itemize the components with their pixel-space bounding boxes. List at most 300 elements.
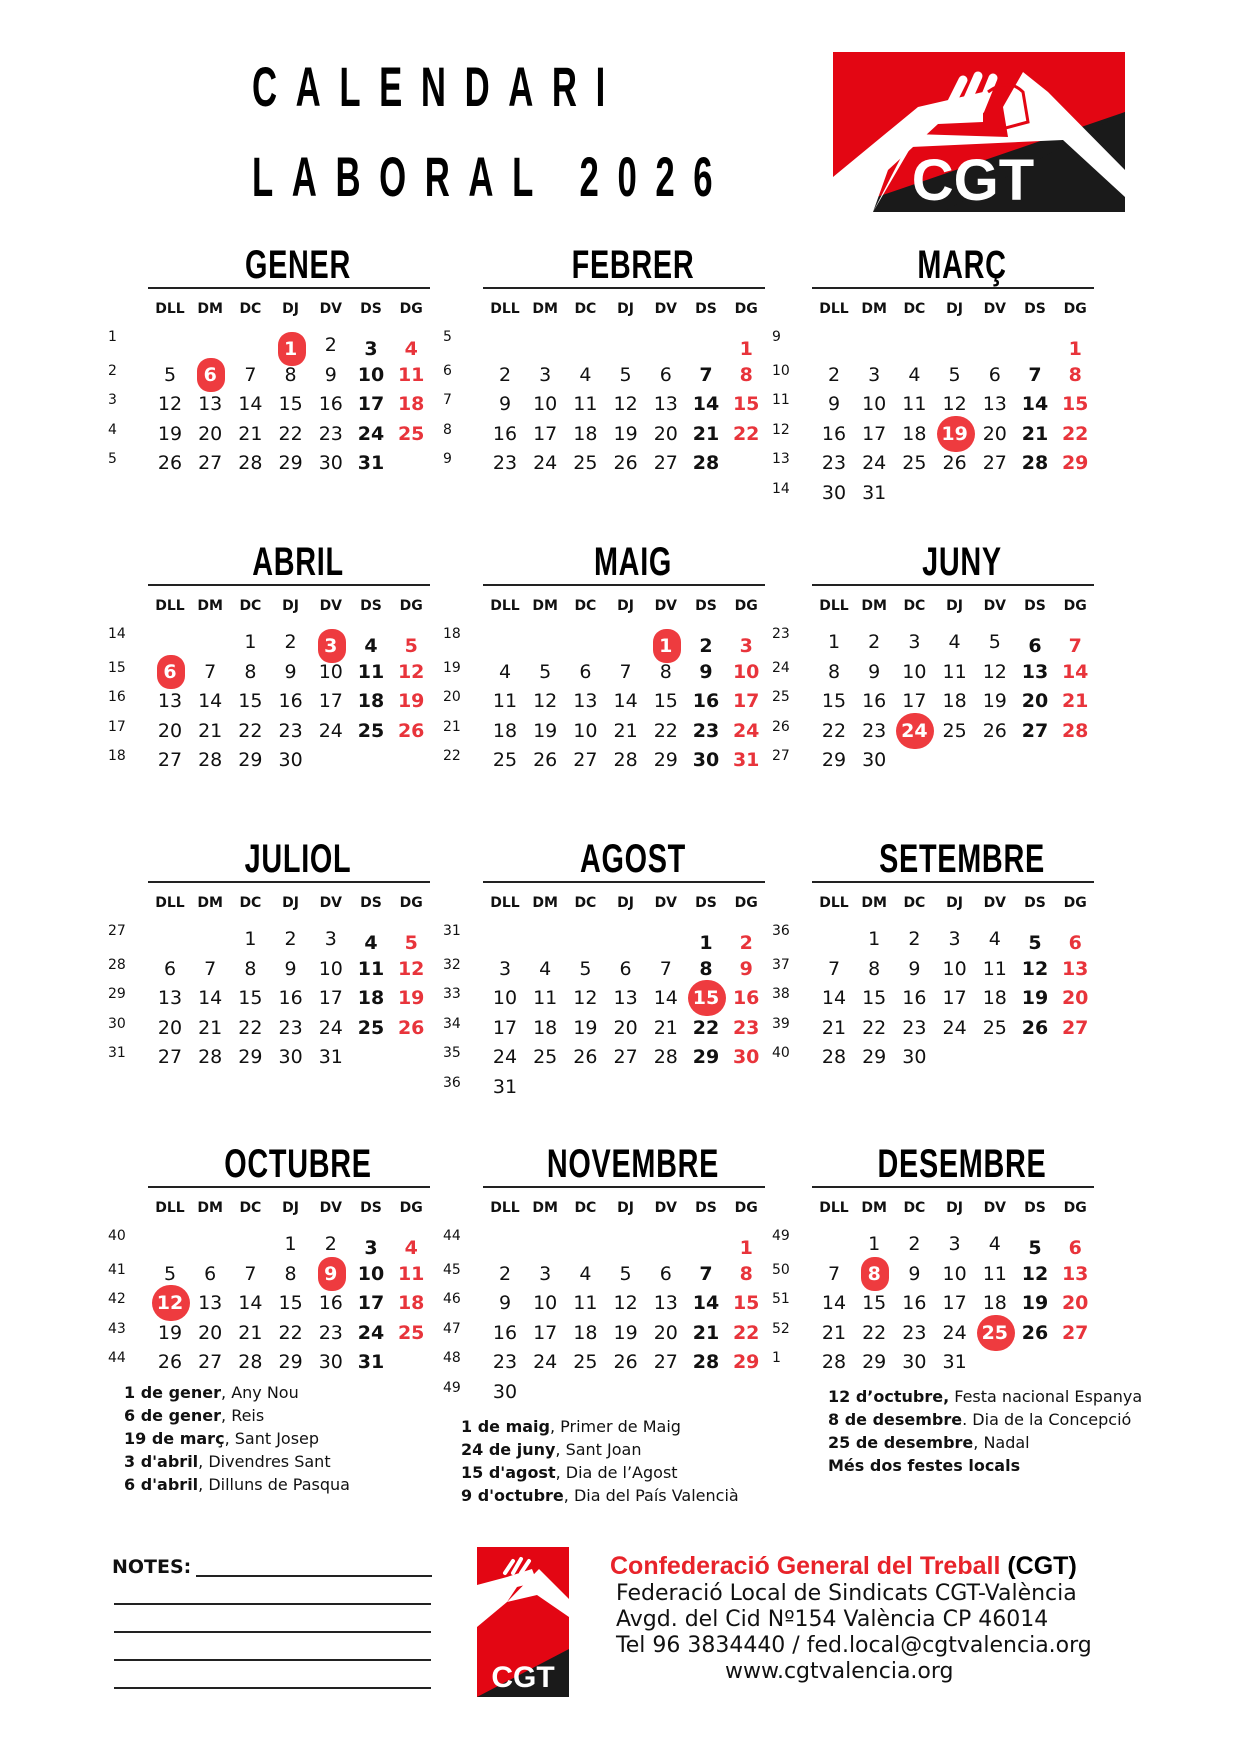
day-cell[interactable]: 15 <box>653 690 678 712</box>
day-cell[interactable]: 5 <box>988 631 1001 653</box>
day-cell[interactable]: 23 <box>492 1351 518 1373</box>
day-cell[interactable]: 31 <box>732 749 760 771</box>
day-cell[interactable]: 12 <box>613 393 638 415</box>
holiday-day-cell[interactable]: 15 <box>686 984 726 1012</box>
day-cell[interactable]: 3 <box>539 1262 552 1285</box>
day-cell[interactable]: 19 <box>157 422 183 445</box>
day-cell[interactable]: 24 <box>533 1351 558 1373</box>
day-cell[interactable]: 23 <box>278 719 303 742</box>
day-cell[interactable]: 1 <box>827 631 841 653</box>
day-cell[interactable]: 10 <box>862 393 887 415</box>
day-cell[interactable]: 4 <box>539 957 552 980</box>
day-cell[interactable]: 16 <box>862 690 887 712</box>
day-cell[interactable]: 7 <box>1068 635 1082 657</box>
day-cell[interactable]: 13 <box>982 393 1007 415</box>
day-cell[interactable]: 22 <box>821 719 847 742</box>
day-cell[interactable]: 19 <box>533 719 558 742</box>
day-cell[interactable]: 16 <box>902 1292 927 1314</box>
day-cell[interactable]: 7 <box>244 363 257 386</box>
day-cell[interactable]: 4 <box>908 363 921 386</box>
day-cell[interactable]: 8 <box>244 660 257 683</box>
day-cell[interactable]: 11 <box>492 690 518 712</box>
day-cell[interactable]: 27 <box>982 452 1007 474</box>
day-cell[interactable]: 3 <box>948 928 961 950</box>
day-cell[interactable]: 13 <box>573 690 598 712</box>
day-cell[interactable]: 27 <box>1021 719 1049 742</box>
day-cell[interactable]: 17 <box>942 987 967 1009</box>
day-cell[interactable]: 13 <box>1061 1262 1089 1285</box>
day-cell[interactable]: 9 <box>498 1292 512 1314</box>
day-cell[interactable]: 2 <box>324 334 337 356</box>
day-cell[interactable]: 18 <box>902 422 927 445</box>
day-cell[interactable]: 6 <box>659 1262 672 1285</box>
day-cell[interactable]: 7 <box>699 1262 713 1285</box>
day-cell[interactable]: 12 <box>982 660 1007 683</box>
day-cell[interactable]: 31 <box>862 481 887 504</box>
day-cell[interactable]: 25 <box>397 422 425 445</box>
day-cell[interactable]: 29 <box>821 749 847 771</box>
day-cell[interactable]: 20 <box>982 422 1007 445</box>
day-cell[interactable]: 19 <box>613 1321 638 1344</box>
day-cell[interactable]: 14 <box>238 1292 263 1314</box>
day-cell[interactable]: 27 <box>198 452 223 474</box>
day-cell[interactable]: 28 <box>1021 452 1049 474</box>
org-website-link[interactable]: www.cgtvalencia.org <box>725 1659 954 1684</box>
day-cell[interactable]: 5 <box>163 1262 177 1285</box>
day-cell[interactable]: 17 <box>533 1321 558 1344</box>
day-cell[interactable]: 27 <box>653 452 678 474</box>
day-cell[interactable]: 12 <box>942 393 967 415</box>
day-cell[interactable]: 14 <box>613 690 638 712</box>
day-cell[interactable]: 21 <box>1021 422 1049 445</box>
day-cell[interactable]: 30 <box>862 749 887 771</box>
day-cell[interactable]: 4 <box>988 928 1001 950</box>
day-cell[interactable]: 15 <box>278 393 303 415</box>
day-cell[interactable]: 22 <box>692 1016 720 1039</box>
day-cell[interactable]: 4 <box>498 660 512 683</box>
day-cell[interactable]: 16 <box>492 422 518 445</box>
day-cell[interactable]: 27 <box>653 1351 678 1373</box>
day-cell[interactable]: 1 <box>739 1237 753 1259</box>
day-cell[interactable]: 16 <box>278 690 303 712</box>
day-cell[interactable]: 20 <box>198 422 223 445</box>
day-cell[interactable]: 4 <box>404 1237 418 1259</box>
day-cell[interactable]: 20 <box>653 422 678 445</box>
holiday-day-cell[interactable]: 1 <box>646 632 686 660</box>
day-cell[interactable]: 5 <box>1028 932 1042 954</box>
day-cell[interactable]: 12 <box>1021 957 1049 980</box>
day-cell[interactable]: 6 <box>163 957 177 980</box>
day-cell[interactable]: 23 <box>732 1016 760 1039</box>
day-cell[interactable]: 31 <box>318 1046 343 1068</box>
day-cell[interactable]: 26 <box>157 1351 183 1373</box>
day-cell[interactable]: 4 <box>579 1262 592 1285</box>
holiday-day-cell[interactable]: 6 <box>150 658 190 686</box>
day-cell[interactable]: 11 <box>357 660 385 683</box>
day-cell[interactable]: 8 <box>739 363 753 386</box>
day-cell[interactable]: 10 <box>942 957 967 980</box>
day-cell[interactable]: 17 <box>318 987 343 1009</box>
day-cell[interactable]: 30 <box>692 749 720 771</box>
day-cell[interactable]: 24 <box>862 452 887 474</box>
day-cell[interactable]: 3 <box>364 338 378 360</box>
day-cell[interactable]: 20 <box>198 1321 223 1344</box>
day-cell[interactable]: 4 <box>364 635 378 657</box>
day-cell[interactable]: 22 <box>278 1321 303 1344</box>
day-cell[interactable]: 1 <box>868 1233 881 1255</box>
day-cell[interactable]: 26 <box>982 719 1007 742</box>
day-cell[interactable]: 16 <box>821 422 847 445</box>
day-cell[interactable]: 11 <box>397 1262 425 1285</box>
day-cell[interactable]: 6 <box>1068 932 1082 954</box>
day-cell[interactable]: 18 <box>982 1292 1007 1314</box>
day-cell[interactable]: 27 <box>198 1351 223 1373</box>
day-cell[interactable]: 11 <box>397 363 425 386</box>
day-cell[interactable]: 21 <box>821 1321 847 1344</box>
day-cell[interactable]: 24 <box>942 1016 967 1039</box>
day-cell[interactable]: 9 <box>827 393 841 415</box>
day-cell[interactable]: 7 <box>244 1262 257 1285</box>
day-cell[interactable]: 24 <box>357 1321 385 1344</box>
day-cell[interactable]: 17 <box>862 422 887 445</box>
day-cell[interactable]: 10 <box>533 393 558 415</box>
day-cell[interactable]: 4 <box>988 1233 1001 1255</box>
day-cell[interactable]: 30 <box>318 452 343 474</box>
day-cell[interactable]: 8 <box>868 957 881 980</box>
day-cell[interactable]: 30 <box>902 1046 927 1068</box>
day-cell[interactable]: 11 <box>357 957 385 980</box>
day-cell[interactable]: 17 <box>357 393 385 415</box>
day-cell[interactable]: 3 <box>498 957 512 980</box>
day-cell[interactable]: 26 <box>157 452 183 474</box>
day-cell[interactable]: 16 <box>492 1321 518 1344</box>
day-cell[interactable]: 29 <box>238 749 263 771</box>
day-cell[interactable]: 24 <box>357 422 385 445</box>
day-cell[interactable]: 5 <box>619 1262 632 1285</box>
day-cell[interactable]: 26 <box>1021 1321 1049 1344</box>
day-cell[interactable]: 23 <box>862 719 887 742</box>
day-cell[interactable]: 2 <box>498 1262 512 1285</box>
day-cell[interactable]: 23 <box>318 1321 343 1344</box>
day-cell[interactable]: 20 <box>157 719 183 742</box>
day-cell[interactable]: 10 <box>533 1292 558 1314</box>
day-cell[interactable]: 21 <box>821 1016 847 1039</box>
holiday-day-cell[interactable]: 25 <box>975 1319 1015 1347</box>
day-cell[interactable]: 5 <box>619 363 632 386</box>
day-cell[interactable]: 19 <box>397 690 425 712</box>
day-cell[interactable]: 19 <box>982 690 1007 712</box>
day-cell[interactable]: 19 <box>1021 1292 1049 1314</box>
holiday-day-cell[interactable]: 19 <box>935 420 975 448</box>
day-cell[interactable]: 26 <box>573 1046 598 1068</box>
day-cell[interactable]: 4 <box>579 363 592 386</box>
day-cell[interactable]: 16 <box>318 1292 343 1314</box>
day-cell[interactable]: 21 <box>653 1016 678 1039</box>
day-cell[interactable]: 3 <box>948 1233 961 1255</box>
day-cell[interactable]: 31 <box>357 1351 385 1373</box>
day-cell[interactable]: 23 <box>902 1016 927 1039</box>
day-cell[interactable]: 15 <box>732 1292 760 1314</box>
day-cell[interactable]: 3 <box>364 1237 378 1259</box>
day-cell[interactable]: 9 <box>699 660 713 683</box>
day-cell[interactable]: 4 <box>364 932 378 954</box>
day-cell[interactable]: 5 <box>539 660 552 683</box>
day-cell[interactable]: 14 <box>1021 393 1049 415</box>
day-cell[interactable]: 2 <box>739 932 753 954</box>
day-cell[interactable]: 10 <box>357 363 385 386</box>
day-cell[interactable]: 17 <box>492 1016 518 1039</box>
day-cell[interactable]: 28 <box>821 1351 847 1373</box>
day-cell[interactable]: 6 <box>619 957 632 980</box>
day-cell[interactable]: 15 <box>1061 393 1089 415</box>
day-cell[interactable]: 27 <box>613 1046 638 1068</box>
day-cell[interactable]: 17 <box>318 690 343 712</box>
day-cell[interactable]: 11 <box>573 393 598 415</box>
day-cell[interactable]: 29 <box>1061 452 1089 474</box>
day-cell[interactable]: 13 <box>157 690 183 712</box>
day-cell[interactable]: 9 <box>498 393 512 415</box>
day-cell[interactable]: 12 <box>397 660 425 683</box>
day-cell[interactable]: 26 <box>533 749 558 771</box>
day-cell[interactable]: 3 <box>539 363 552 386</box>
day-cell[interactable]: 12 <box>397 957 425 980</box>
day-cell[interactable]: 29 <box>653 749 678 771</box>
day-cell[interactable]: 17 <box>533 422 558 445</box>
day-cell[interactable]: 28 <box>238 452 263 474</box>
day-cell[interactable]: 23 <box>278 1016 303 1039</box>
day-cell[interactable]: 7 <box>204 660 217 683</box>
day-cell[interactable]: 15 <box>238 690 263 712</box>
day-cell[interactable]: 16 <box>692 690 720 712</box>
holiday-day-cell[interactable]: 24 <box>894 717 934 745</box>
day-cell[interactable]: 13 <box>653 1292 678 1314</box>
day-cell[interactable]: 28 <box>238 1351 263 1373</box>
day-cell[interactable]: 10 <box>573 719 598 742</box>
day-cell[interactable]: 9 <box>868 660 881 683</box>
day-cell[interactable]: 28 <box>198 1046 223 1068</box>
day-cell[interactable]: 5 <box>579 957 592 980</box>
day-cell[interactable]: 8 <box>659 660 672 683</box>
day-cell[interactable]: 2 <box>498 363 512 386</box>
day-cell[interactable]: 30 <box>492 1380 518 1403</box>
day-cell[interactable]: 29 <box>238 1046 263 1068</box>
day-cell[interactable]: 25 <box>397 1321 425 1344</box>
day-cell[interactable]: 1 <box>739 338 753 360</box>
day-cell[interactable]: 25 <box>357 719 385 742</box>
day-cell[interactable]: 18 <box>573 422 598 445</box>
day-cell[interactable]: 9 <box>284 957 297 980</box>
day-cell[interactable]: 18 <box>942 690 967 712</box>
day-cell[interactable]: 1 <box>244 928 257 950</box>
day-cell[interactable]: 28 <box>613 749 638 771</box>
day-cell[interactable]: 22 <box>653 719 678 742</box>
day-cell[interactable]: 17 <box>357 1292 385 1314</box>
day-cell[interactable]: 15 <box>862 987 887 1009</box>
day-cell[interactable]: 29 <box>692 1046 720 1068</box>
day-cell[interactable]: 9 <box>908 957 921 980</box>
day-cell[interactable]: 14 <box>653 987 678 1009</box>
day-cell[interactable]: 23 <box>692 719 720 742</box>
day-cell[interactable]: 2 <box>868 631 881 653</box>
day-cell[interactable]: 2 <box>284 631 297 653</box>
day-cell[interactable]: 3 <box>908 631 921 653</box>
day-cell[interactable]: 12 <box>573 987 598 1009</box>
day-cell[interactable]: 11 <box>573 1292 598 1314</box>
day-cell[interactable]: 4 <box>948 631 961 653</box>
day-cell[interactable]: 9 <box>739 957 753 980</box>
day-cell[interactable]: 10 <box>732 660 760 683</box>
day-cell[interactable]: 3 <box>739 635 753 657</box>
day-cell[interactable]: 14 <box>821 987 847 1009</box>
day-cell[interactable]: 1 <box>868 928 881 950</box>
day-cell[interactable]: 24 <box>942 1321 967 1344</box>
day-cell[interactable]: 25 <box>902 452 927 474</box>
day-cell[interactable]: 17 <box>942 1292 967 1314</box>
day-cell[interactable]: 6 <box>1068 1237 1082 1259</box>
day-cell[interactable]: 7 <box>1028 363 1042 386</box>
day-cell[interactable]: 15 <box>821 690 847 712</box>
day-cell[interactable]: 9 <box>284 660 297 683</box>
day-cell[interactable]: 15 <box>862 1292 887 1314</box>
day-cell[interactable]: 22 <box>732 1321 760 1344</box>
day-cell[interactable]: 16 <box>318 393 343 415</box>
notes-line[interactable] <box>114 1631 431 1633</box>
day-cell[interactable]: 14 <box>692 393 720 415</box>
day-cell[interactable]: 1 <box>244 631 257 653</box>
day-cell[interactable]: 21 <box>613 719 638 742</box>
day-cell[interactable]: 29 <box>862 1046 887 1068</box>
day-cell[interactable]: 22 <box>1061 422 1089 445</box>
day-cell[interactable]: 29 <box>732 1351 760 1373</box>
day-cell[interactable]: 29 <box>278 452 303 474</box>
day-cell[interactable]: 27 <box>157 749 183 771</box>
day-cell[interactable]: 10 <box>942 1262 967 1285</box>
day-cell[interactable]: 23 <box>821 452 847 474</box>
holiday-day-cell[interactable]: 12 <box>150 1289 190 1317</box>
day-cell[interactable]: 19 <box>157 1321 183 1344</box>
day-cell[interactable]: 29 <box>862 1351 887 1373</box>
day-cell[interactable]: 25 <box>573 1351 598 1373</box>
day-cell[interactable]: 27 <box>1061 1321 1089 1344</box>
day-cell[interactable]: 22 <box>862 1321 887 1344</box>
day-cell[interactable]: 6 <box>988 363 1001 386</box>
day-cell[interactable]: 14 <box>198 987 223 1009</box>
day-cell[interactable]: 26 <box>613 1351 638 1373</box>
day-cell[interactable]: 24 <box>732 719 760 742</box>
day-cell[interactable]: 14 <box>821 1292 847 1314</box>
day-cell[interactable]: 25 <box>492 749 518 771</box>
day-cell[interactable]: 14 <box>198 690 223 712</box>
day-cell[interactable]: 8 <box>244 957 257 980</box>
day-cell[interactable]: 26 <box>613 452 638 474</box>
day-cell[interactable]: 30 <box>318 1351 343 1373</box>
day-cell[interactable]: 11 <box>942 660 967 683</box>
day-cell[interactable]: 20 <box>157 1016 183 1039</box>
notes-line[interactable] <box>114 1687 431 1689</box>
day-cell[interactable]: 8 <box>1068 363 1082 386</box>
day-cell[interactable]: 18 <box>492 719 518 742</box>
day-cell[interactable]: 27 <box>573 749 598 771</box>
day-cell[interactable]: 14 <box>1061 660 1089 683</box>
day-cell[interactable]: 7 <box>204 957 217 980</box>
day-cell[interactable]: 21 <box>692 1321 720 1344</box>
holiday-day-cell[interactable]: 8 <box>854 1260 894 1288</box>
day-cell[interactable]: 22 <box>732 422 760 445</box>
day-cell[interactable]: 30 <box>732 1046 760 1068</box>
day-cell[interactable]: 13 <box>198 393 223 415</box>
day-cell[interactable]: 13 <box>613 987 638 1009</box>
day-cell[interactable]: 27 <box>157 1046 183 1068</box>
day-cell[interactable]: 21 <box>238 1321 263 1344</box>
holiday-day-cell[interactable]: 1 <box>271 335 311 363</box>
day-cell[interactable]: 18 <box>533 1016 558 1039</box>
day-cell[interactable]: 25 <box>533 1046 558 1068</box>
day-cell[interactable]: 21 <box>238 422 263 445</box>
day-cell[interactable]: 7 <box>827 1262 841 1285</box>
day-cell[interactable]: 25 <box>942 719 967 742</box>
notes-line[interactable] <box>196 1575 432 1577</box>
day-cell[interactable]: 18 <box>573 1321 598 1344</box>
day-cell[interactable]: 7 <box>827 957 841 980</box>
holiday-day-cell[interactable]: 3 <box>311 632 351 660</box>
day-cell[interactable]: 5 <box>163 363 177 386</box>
day-cell[interactable]: 23 <box>318 422 343 445</box>
day-cell[interactable]: 21 <box>692 422 720 445</box>
day-cell[interactable]: 13 <box>1061 957 1089 980</box>
day-cell[interactable]: 10 <box>318 957 343 980</box>
day-cell[interactable]: 22 <box>278 422 303 445</box>
day-cell[interactable]: 8 <box>699 957 713 980</box>
day-cell[interactable]: 18 <box>982 987 1007 1009</box>
day-cell[interactable]: 26 <box>397 1016 425 1039</box>
day-cell[interactable]: 28 <box>1061 719 1089 742</box>
day-cell[interactable]: 22 <box>862 1016 887 1039</box>
day-cell[interactable]: 25 <box>357 1016 385 1039</box>
day-cell[interactable]: 12 <box>157 393 183 415</box>
day-cell[interactable]: 20 <box>1061 987 1089 1009</box>
day-cell[interactable]: 20 <box>1061 1292 1089 1314</box>
day-cell[interactable]: 12 <box>613 1292 638 1314</box>
day-cell[interactable]: 5 <box>404 635 418 657</box>
day-cell[interactable]: 13 <box>198 1292 223 1314</box>
holiday-day-cell[interactable]: 9 <box>311 1260 351 1288</box>
day-cell[interactable]: 24 <box>533 452 558 474</box>
day-cell[interactable]: 2 <box>908 928 921 950</box>
notes-line[interactable] <box>114 1603 431 1605</box>
day-cell[interactable]: 30 <box>902 1351 927 1373</box>
day-cell[interactable]: 20 <box>653 1321 678 1344</box>
day-cell[interactable]: 8 <box>284 363 297 386</box>
day-cell[interactable]: 8 <box>827 660 841 683</box>
day-cell[interactable]: 22 <box>238 719 263 742</box>
day-cell[interactable]: 19 <box>613 422 638 445</box>
day-cell[interactable]: 14 <box>238 393 263 415</box>
day-cell[interactable]: 31 <box>492 1075 518 1098</box>
day-cell[interactable]: 28 <box>692 1351 720 1373</box>
day-cell[interactable]: 16 <box>278 987 303 1009</box>
day-cell[interactable]: 5 <box>1028 1237 1042 1259</box>
day-cell[interactable]: 9 <box>908 1262 921 1285</box>
day-cell[interactable]: 28 <box>692 452 720 474</box>
day-cell[interactable]: 10 <box>902 660 927 683</box>
day-cell[interactable]: 13 <box>157 987 183 1009</box>
day-cell[interactable]: 25 <box>982 1016 1007 1039</box>
day-cell[interactable]: 28 <box>821 1046 847 1068</box>
day-cell[interactable]: 1 <box>699 932 713 954</box>
day-cell[interactable]: 11 <box>982 1262 1007 1285</box>
day-cell[interactable]: 7 <box>699 363 713 386</box>
day-cell[interactable]: 7 <box>659 957 672 980</box>
